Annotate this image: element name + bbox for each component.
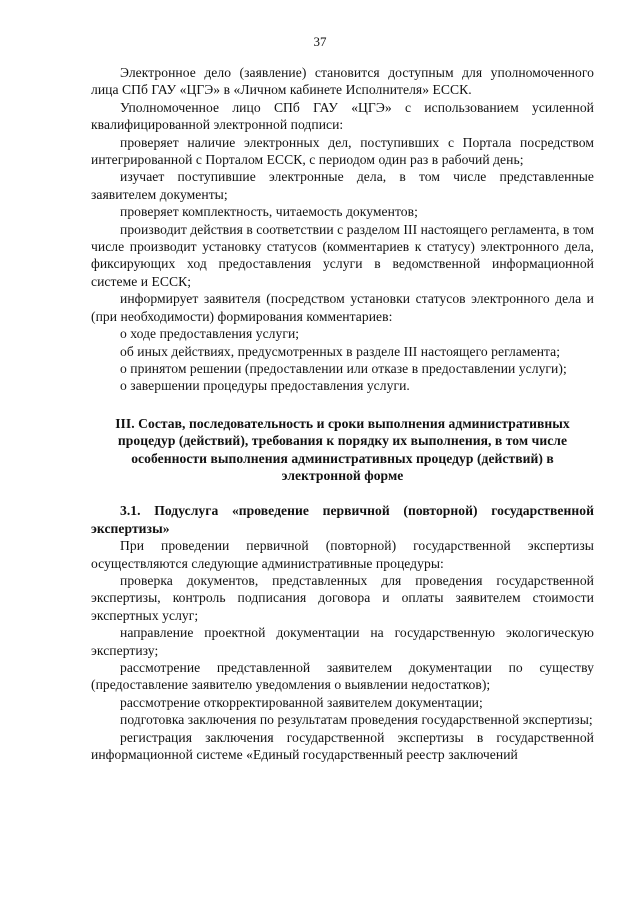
paragraph: о ходе предоставления услуги;	[120, 326, 300, 342]
spacer	[91, 395, 594, 415]
paragraph: Электронное дело (заявление) становится доступным для уполномоченного лица СПб ГАУ «ЦГЭ» в «Личном кабинете Исполнителя» ЕССК.	[91, 65, 594, 98]
paragraph: направление проектной документации на государственную экологическую экспертизу;	[91, 625, 594, 658]
subsection-heading: 3.1. Подуслуга «проведение первичной (повторной) государственной экспертизы»	[91, 503, 594, 536]
paragraph: регистрация заключения государственной экспертизы в государственной информационной системе «Единый государственный реестр заключений	[91, 729, 594, 763]
paragraph: рассмотрение представленной заявителем документации по существу (предоставление заявителю уведомления о выявлении недостатков);	[91, 660, 594, 693]
paragraph: о завершении процедуры предоставления услуги.	[120, 378, 410, 394]
paragraph: о принятом решении (предоставлении или отказе в предоставлении услуги);	[120, 360, 567, 376]
page-content	[91, 64, 594, 763]
paragraph: Уполномоченное лицо СПб ГАУ «ЦГЭ» с использованием усиленной квалифицированной электронной подписи:	[91, 99, 594, 133]
paragraph: проверяет наличие электронных дел, поступивших с Портала посредством интегрированной с Порталом ЕССК, с периодом один раз в рабочий день;	[91, 134, 594, 168]
paragraph: информирует заявителя (посредством установки статусов электронного дела и (при необходимости) формирования комментариев:	[91, 291, 594, 324]
paragraph: изучает поступившие электронные дела, в том числе представленные заявителем документы;	[91, 169, 594, 202]
page-number: 37	[313, 34, 327, 49]
paragraph: проверка документов, представленных для проведения государственной экспертизы, контроль подписания договора и оплаты заявителем стоимости экспертных услуг;	[91, 572, 594, 623]
spacer	[91, 484, 594, 502]
paragraph: об иных действиях, предусмотренных в разделе III настоящего регламента;	[120, 343, 561, 359]
paragraph: рассмотрение откорректированной заявителем документации;	[120, 694, 483, 710]
paragraph: проверяет комплектность, читаемость документов;	[120, 204, 418, 220]
paragraph: подготовка заключения по результатам проведения государственной экспертизы;	[120, 712, 593, 728]
paragraph: При проведении первичной (повторной) государственной экспертизы осуществляются следующие административные процедуры:	[91, 538, 594, 571]
paragraph: производит действия в соответствии с разделом III настоящего регламента, в том числе производит установку статусов (комментариев к статусу) электронного дела, фиксирующих ход предоставления услуги в ведомственной информационной системе и ЕССК;	[91, 221, 594, 289]
section-heading: III. Состав, последовательность и сроки выполнения административных процедур (действий), требования к порядку их выполнения, в том числе особенности выполнения административных процедур (действий) в электронной форме	[115, 415, 570, 483]
